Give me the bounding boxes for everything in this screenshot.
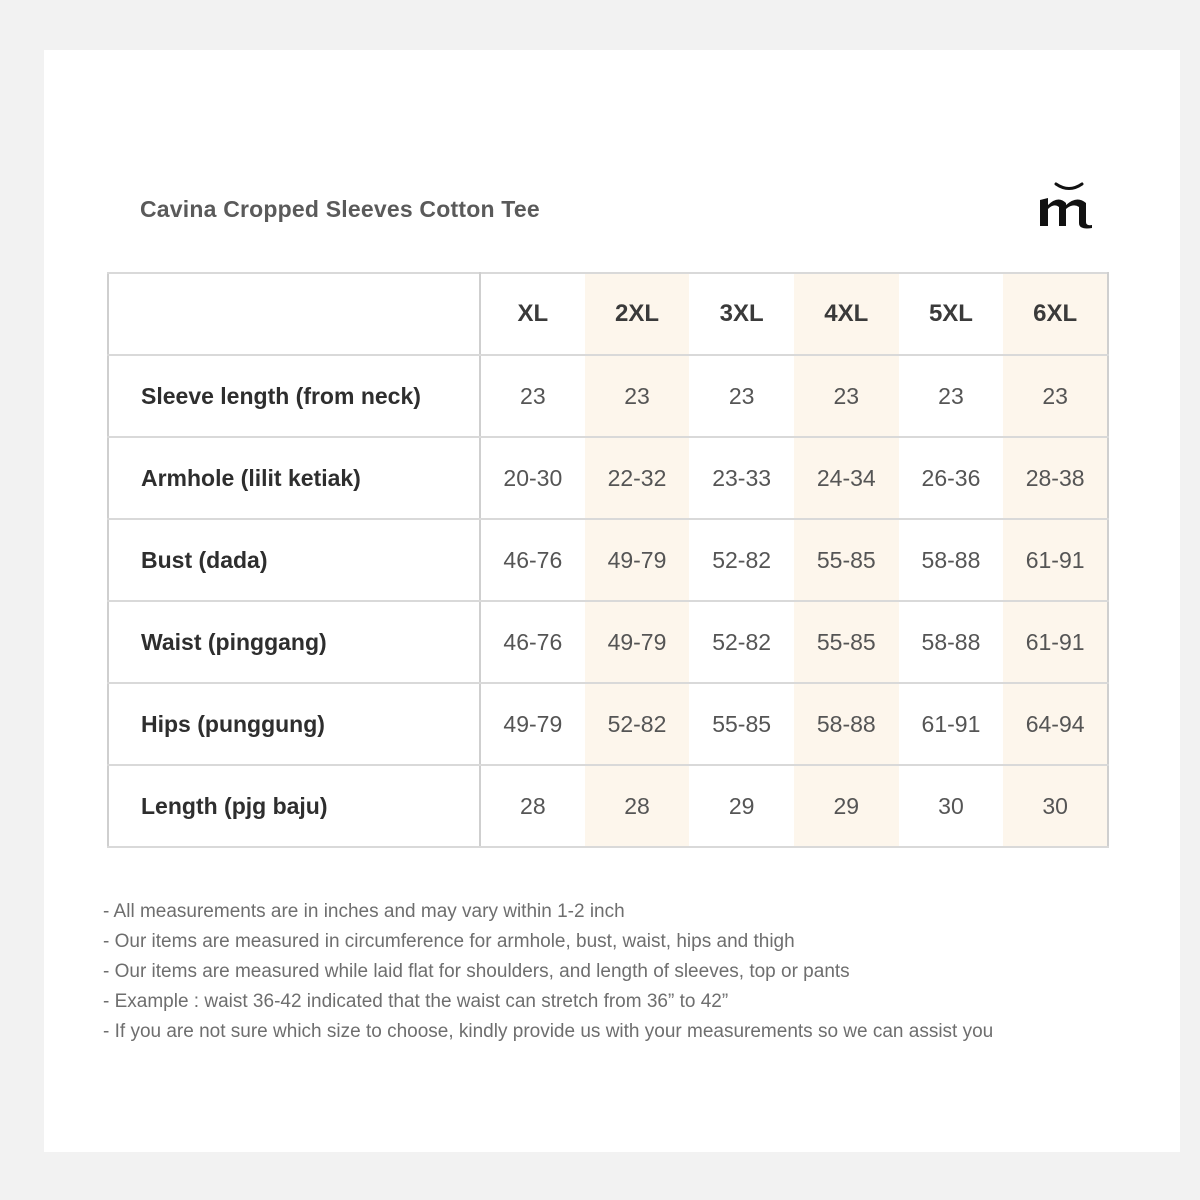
- table-cell: 55-85: [689, 683, 794, 765]
- table-cell: 30: [1003, 765, 1108, 847]
- table-cell: 28: [585, 765, 690, 847]
- measurement-notes: [103, 897, 993, 1047]
- table-cell: 26-36: [899, 437, 1004, 519]
- note-item: - All measurements are in inches and may vary within 1-2 inch: [103, 901, 625, 922]
- table-row: [108, 355, 1108, 437]
- table-cell: 64-94: [1003, 683, 1108, 765]
- table-cell: 22-32: [585, 437, 690, 519]
- note-item: - Our items are measured in circumference for armhole, bust, waist, hips and thigh: [103, 931, 795, 952]
- table-cell: 61-91: [899, 683, 1004, 765]
- table-cell: 23: [585, 355, 690, 437]
- size-header-5xl: 5XL: [899, 273, 1004, 355]
- table-row: [108, 437, 1108, 519]
- row-label: Bust (dada): [108, 519, 480, 601]
- table-cell: 49-79: [585, 519, 690, 601]
- table-cell: 23: [899, 355, 1004, 437]
- row-label: Hips (punggung): [108, 683, 480, 765]
- row-label: Armhole (lilit ketiak): [108, 437, 480, 519]
- size-header-2xl: 2XL: [585, 273, 690, 355]
- table-cell: 61-91: [1003, 519, 1108, 601]
- table-row: [108, 683, 1108, 765]
- size-header-4xl: 4XL: [794, 273, 899, 355]
- size-chart-table: [107, 272, 1109, 848]
- table-cell: 28-38: [1003, 437, 1108, 519]
- table-cell: 52-82: [585, 683, 690, 765]
- corner-cell: [108, 273, 480, 355]
- table-row: [108, 765, 1108, 847]
- table-cell: 23: [480, 355, 585, 437]
- table-cell: 29: [689, 765, 794, 847]
- table-cell: 58-88: [899, 601, 1004, 683]
- table-cell: 58-88: [899, 519, 1004, 601]
- size-header-3xl: 3XL: [689, 273, 794, 355]
- table-row: [108, 519, 1108, 601]
- table-row: [108, 601, 1108, 683]
- table-cell: 52-82: [689, 519, 794, 601]
- table-cell: 55-85: [794, 601, 899, 683]
- note-item: - If you are not sure which size to choose, kindly provide us with your measurements so we can assist you: [103, 1021, 994, 1042]
- table-cell: 28: [480, 765, 585, 847]
- table-cell: 20-30: [480, 437, 585, 519]
- size-header-6xl: 6XL: [1003, 273, 1108, 355]
- row-label: Sleeve length (from neck): [108, 355, 480, 437]
- size-header-xl: XL: [480, 273, 585, 355]
- product-title: Cavina Cropped Sleeves Cotton Tee: [140, 196, 540, 222]
- table-cell: 29: [794, 765, 899, 847]
- note-item: - Example : waist 36-42 indicated that the waist can stretch from 36” to 42”: [103, 991, 729, 1012]
- table-cell: 58-88: [794, 683, 899, 765]
- table-cell: 24-34: [794, 437, 899, 519]
- table-cell: 61-91: [1003, 601, 1108, 683]
- table-cell: 23: [1003, 355, 1108, 437]
- table-cell: 49-79: [480, 683, 585, 765]
- table-cell: 23: [794, 355, 899, 437]
- row-label: Length (pjg baju): [108, 765, 480, 847]
- note-item: - Our items are measured while laid flat for shoulders, and length of sleeves, top or pants: [103, 961, 850, 982]
- row-label: Waist (pinggang): [108, 601, 480, 683]
- table-cell: 46-76: [480, 519, 585, 601]
- table-cell: 55-85: [794, 519, 899, 601]
- table-cell: 46-76: [480, 601, 585, 683]
- size-header-row: [108, 273, 1108, 355]
- brand-monogram-m-icon: [1036, 178, 1102, 234]
- table-cell: 49-79: [585, 601, 690, 683]
- table-cell: 23: [689, 355, 794, 437]
- table-cell: 23-33: [689, 437, 794, 519]
- table-cell: 52-82: [689, 601, 794, 683]
- table-cell: 30: [899, 765, 1004, 847]
